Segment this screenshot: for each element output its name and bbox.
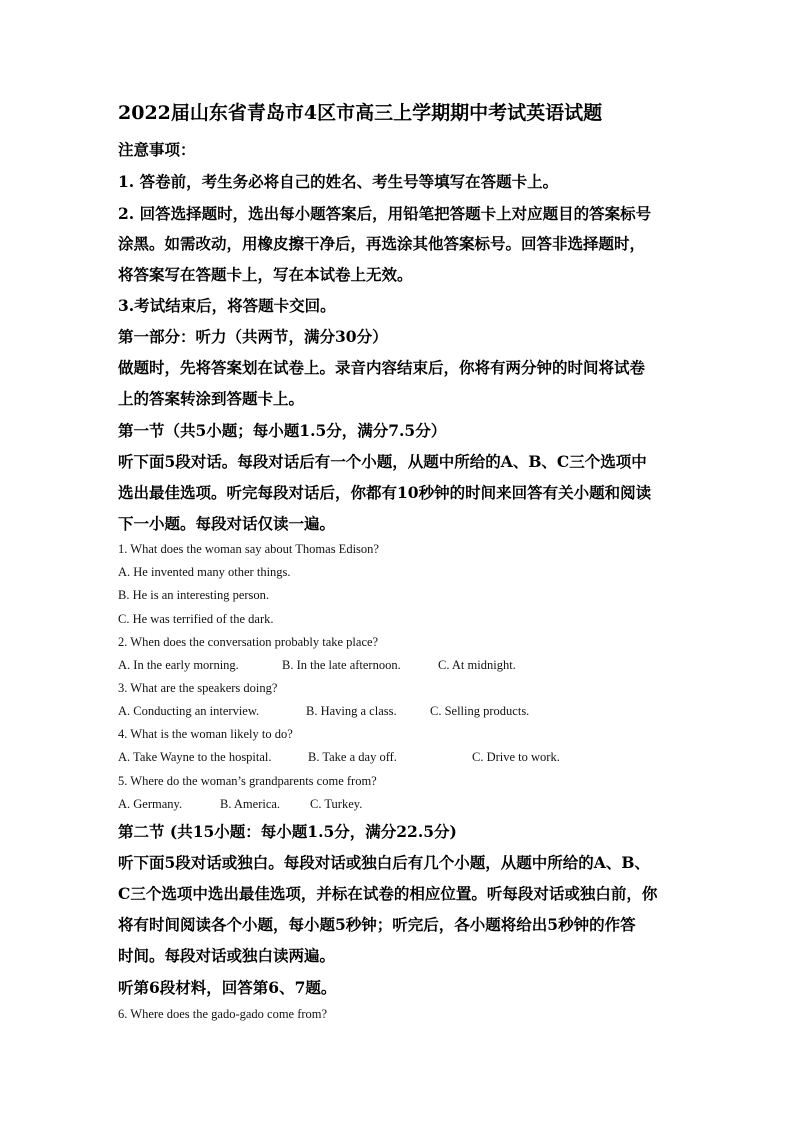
question-4: 4. What is the woman likely to do?	[118, 727, 293, 741]
question-2: 2. When does the conversation probably take place?	[118, 635, 379, 649]
notice-heading: 注意事项：	[118, 140, 196, 159]
material-6-heading: 听第6段材料，回答第6、7题。	[118, 978, 337, 997]
notice-item-3: 3.考试结束后，将答题卡交回。	[118, 296, 336, 315]
exam-title: 2022届山东省青岛市4区市高三上学期期中考试英语试题	[118, 102, 603, 124]
question-1-option-a: A. He invented many other things.	[118, 565, 291, 579]
question-2-option-a: A. In the early morning.	[118, 658, 239, 672]
question-1: 1. What does the woman say about Thomas Edison?	[118, 542, 379, 556]
question-3-option-a: A. Conducting an interview.	[118, 704, 260, 718]
question-4-option-b: B. Take a day off.	[308, 750, 397, 764]
question-6: 6. Where does the gado-gado come from?	[118, 1007, 328, 1021]
section1-instruction-line-1: 听下面5段对话。每段对话后有一个小题，从题中所给的A、B、C三个选项中	[118, 452, 647, 471]
part1-heading: 第一部分：听力（共两节，满分30分）	[118, 327, 388, 346]
question-3: 3. What are the speakers doing?	[118, 681, 278, 695]
question-4-option-a: A. Take Wayne to the hospital.	[118, 750, 272, 764]
question-4-option-c: C. Drive to work.	[472, 750, 560, 764]
question-2-option-b: B. In the late afternoon.	[282, 658, 401, 672]
section1-instruction-line-3: 下一小题。每段对话仅读一遍。	[118, 514, 336, 533]
section1-instruction-line-2: 选出最佳选项。听完每段对话后，你都有10秒钟的时间来回答有关小题和阅读	[118, 483, 652, 502]
question-1-option-c: C. He was terrified of the dark.	[118, 612, 274, 626]
question-5: 5. Where do the woman’s grandparents come from?	[118, 774, 377, 788]
notice-item-2-line-3: 将答案写在答题卡上，写在本试卷上无效。	[118, 265, 413, 284]
section2-instruction-line-2: C三个选项中选出最佳选项，并标在试卷的相应位置。听每段对话或独白前，你	[118, 884, 658, 903]
part1-instruction-line-2: 上的答案转涂到答题卡上。	[118, 389, 305, 408]
question-5-option-a: A. Germany.	[118, 797, 183, 811]
notice-item-2-line-1: 2. 回答选择题时，选出每小题答案后，用铅笔把答题卡上对应题目的答案标号	[118, 204, 652, 223]
section2-instruction-line-1: 听下面5段对话或独白。每段对话或独白后有几个小题，从题中所给的A、B、	[118, 853, 650, 872]
question-5-option-c: C. Turkey.	[310, 797, 363, 811]
question-3-option-b: B. Having a class.	[306, 704, 397, 718]
section2-instruction-line-4: 时间。每段对话或独白读两遍。	[118, 946, 336, 965]
section2-heading: 第二节 (共15小题：每小题1.5分，满分22.5分)	[118, 822, 457, 841]
notice-item-1: 1. 答卷前，考生务必将自己的姓名、考生号等填写在答题卡上。	[118, 172, 559, 191]
question-3-option-c: C. Selling products.	[430, 704, 530, 718]
question-2-option-c: C. At midnight.	[438, 658, 516, 672]
notice-item-2-line-2: 涂黑。如需改动，用橡皮擦干净后，再选涂其他答案标号。回答非选择题时，	[118, 234, 646, 253]
part1-instruction-line-1: 做题时，先将答案划在试卷上。录音内容结束后，你将有两分钟的时间将试卷	[118, 358, 646, 377]
question-5-option-b: B. America.	[220, 797, 281, 811]
section2-instruction-line-3: 将有时间阅读各个小题，每小题5秒钟；听完后，各小题将给出5秒钟的作答	[118, 915, 636, 934]
section1-heading: 第一节（共5小题；每小题1.5分，满分7.5分）	[118, 421, 447, 440]
question-1-option-b: B. He is an interesting person.	[118, 588, 270, 602]
